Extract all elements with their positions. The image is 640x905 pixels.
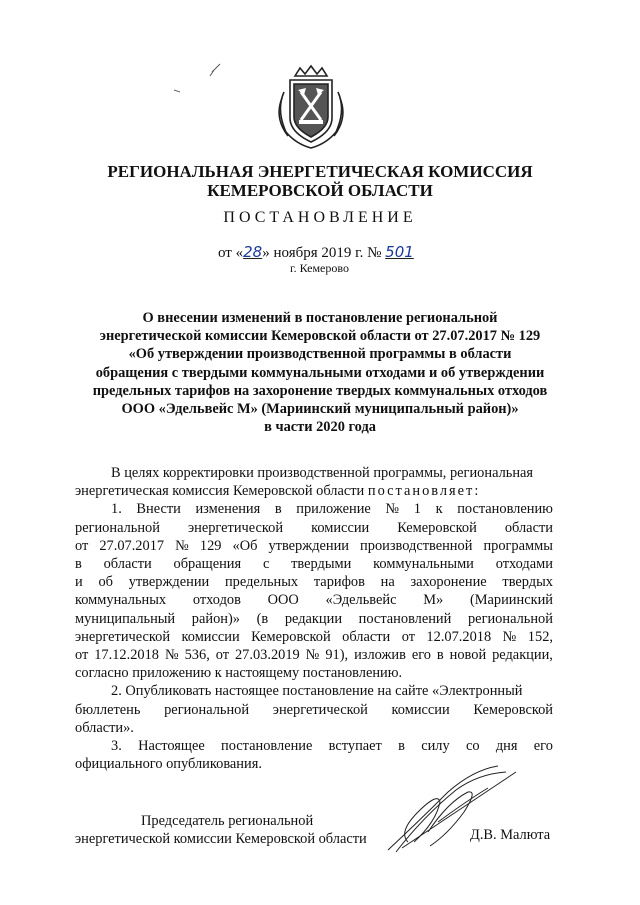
word: 17.12.2018: [94, 647, 159, 664]
date-middle: » ноября 2019 г. №: [262, 245, 382, 261]
word: муниципальный: [75, 610, 176, 627]
word: области: [103, 556, 152, 573]
signatory-name: Д.В. Малюта: [470, 827, 551, 843]
word: 129: [199, 537, 222, 554]
word: твердыми: [291, 556, 352, 573]
org-name-line1: РЕГИОНАЛЬНАЯ ЭНЕРГЕТИЧЕСКАЯ КОМИССИЯ: [107, 162, 533, 181]
word: отходов: [192, 592, 241, 609]
word: Кемеровской: [473, 701, 553, 718]
subject-line: О внесении изменений в постановление региональной: [142, 310, 498, 326]
date-day: 28: [243, 243, 263, 261]
word: №: [175, 537, 189, 554]
word: постановление: [221, 738, 313, 755]
word: об: [98, 574, 113, 591]
word: Кемеровской: [397, 519, 477, 536]
paragraph-1-line: [75, 500, 553, 518]
word: в: [75, 556, 82, 573]
word: 27.07.2017: [99, 537, 165, 554]
subject-heading: [70, 309, 570, 436]
paragraph-3-line: [75, 737, 553, 755]
paragraph-2-line: 2. Опубликовать настоящее постановление на сайте «Электронный: [111, 683, 523, 700]
word: 27.03.2019: [234, 647, 300, 664]
word: 1: [413, 501, 421, 518]
word: 152,: [527, 628, 553, 645]
signatory-role: [75, 812, 367, 849]
coat-of-arms-emblem: [270, 62, 352, 150]
word: энергетической: [75, 628, 171, 645]
word: 1.: [111, 501, 122, 518]
paragraph-1-line: [75, 628, 553, 646]
word: Кемеровской: [251, 628, 331, 645]
document-body: [75, 464, 553, 773]
word: постановлений: [358, 610, 452, 627]
word: редакции,: [492, 647, 553, 664]
paragraph-2-line: области».: [75, 719, 134, 736]
word: от: [75, 537, 89, 554]
word: в: [398, 738, 405, 755]
word: энергетической: [187, 519, 284, 536]
word: коммунальными: [373, 556, 474, 573]
word: его: [411, 647, 431, 664]
intro-line: [75, 482, 553, 500]
word: 12.07.2018: [426, 628, 492, 645]
word: «Эдельвейс: [325, 592, 397, 609]
word: район)»: [191, 610, 240, 627]
word: №: [502, 628, 517, 645]
document-type: ПОСТАНОВЛЕНИЕ: [223, 209, 417, 226]
word: с: [262, 556, 270, 573]
org-name-line2: КЕМЕРОВСКОЙ ОБЛАСТИ: [207, 181, 433, 200]
word: и: [75, 574, 83, 591]
word: изложив: [354, 647, 406, 664]
word: вступает: [328, 738, 382, 755]
word: №: [385, 501, 400, 518]
word: комиссии: [311, 519, 370, 536]
word: бюллетень: [75, 701, 141, 718]
word: производственной: [360, 537, 473, 554]
paragraph-1-last-line: согласно приложению к настоящему постановлению.: [75, 665, 403, 682]
paragraph-2-line: [75, 701, 553, 719]
word: к: [435, 501, 443, 518]
word: 91),: [325, 647, 349, 664]
word: области: [342, 628, 391, 645]
word: от: [75, 647, 89, 664]
word: изменения: [195, 501, 261, 518]
word: от: [401, 628, 415, 645]
word: отходами: [495, 556, 553, 573]
date-line: [218, 243, 478, 262]
word: Внести: [136, 501, 181, 518]
word: новой: [449, 647, 487, 664]
word: редакции: [284, 610, 343, 627]
word: области: [504, 519, 553, 536]
signatory-role-line: Председатель региональной: [141, 813, 314, 829]
word: комиссии: [391, 701, 450, 718]
word: (в: [256, 610, 269, 627]
subject-line: в части 2020 года: [264, 419, 376, 436]
word: 3.: [111, 738, 122, 755]
city: г. Кемерово: [290, 261, 349, 275]
word: региональной: [164, 701, 250, 718]
word: предельных: [224, 574, 299, 591]
word: коммунальных: [75, 592, 167, 609]
word: приложение: [296, 501, 371, 518]
paragraph-1-line: [75, 555, 553, 573]
word: твердых: [502, 574, 553, 591]
word: в: [274, 501, 282, 518]
word: региональной: [467, 610, 553, 627]
subject-line: «Об утверждении производственной программы в области: [128, 346, 512, 363]
word: «Об: [232, 537, 258, 554]
word: со: [465, 738, 480, 755]
word: №: [164, 647, 179, 664]
word: ООО: [267, 592, 299, 609]
word: захоронение: [410, 574, 487, 591]
paragraph-1-line: [75, 537, 553, 555]
word: Настоящее: [138, 738, 205, 755]
word: 536,: [184, 647, 210, 664]
word: силу: [421, 738, 450, 755]
document-number: 501: [385, 243, 414, 261]
subject-line: предельных тарифов на захоронение твердых коммунальных отходов: [92, 382, 548, 399]
word: утверждении: [128, 574, 210, 591]
intro-line: В целях корректировки производственной программы, региональная: [111, 465, 534, 481]
paragraph-1-line: [75, 519, 553, 537]
word: программы: [483, 537, 553, 554]
word: региональной: [75, 519, 160, 536]
subject-line: обращения с твердыми коммунальными отходами и об утверждении: [95, 364, 545, 381]
word: обращения: [173, 556, 242, 573]
word: энергетической: [272, 701, 368, 718]
word: комиссии: [181, 628, 240, 645]
subject-line: энергетической комиссии Кемеровской области от 27.07.2017 № 129: [99, 328, 541, 345]
word: дня: [495, 738, 518, 755]
word: утверждении: [268, 537, 350, 554]
signatory-role-line: энергетической комиссии Кемеровской области: [75, 831, 367, 848]
date-prefix: от «: [218, 245, 244, 261]
word: в: [436, 647, 444, 664]
intro-text: энергетическая комиссия Кемеровской области: [75, 483, 365, 500]
word: №: [305, 647, 320, 664]
paragraph-1-line: [75, 573, 553, 591]
word: на: [380, 574, 395, 591]
paragraph-3-line: официального опубликования.: [75, 756, 262, 773]
word: М»: [423, 592, 444, 609]
paragraph-1-line: [75, 591, 553, 609]
word: (Мариинский: [469, 592, 553, 609]
word: постановлению: [457, 501, 553, 518]
word: его: [533, 738, 553, 755]
paragraph-1-line: [75, 610, 553, 628]
paragraph-1-line: [75, 646, 553, 664]
pencil-mark: [168, 62, 228, 102]
word: тарифов: [313, 574, 365, 591]
word: от: [215, 647, 230, 664]
subject-line: ООО «Эдельвейс М» (Мариинский муниципальный район)»: [121, 401, 519, 418]
resolves-word: постановляет:: [367, 483, 481, 500]
paragraph-1: [75, 500, 553, 664]
